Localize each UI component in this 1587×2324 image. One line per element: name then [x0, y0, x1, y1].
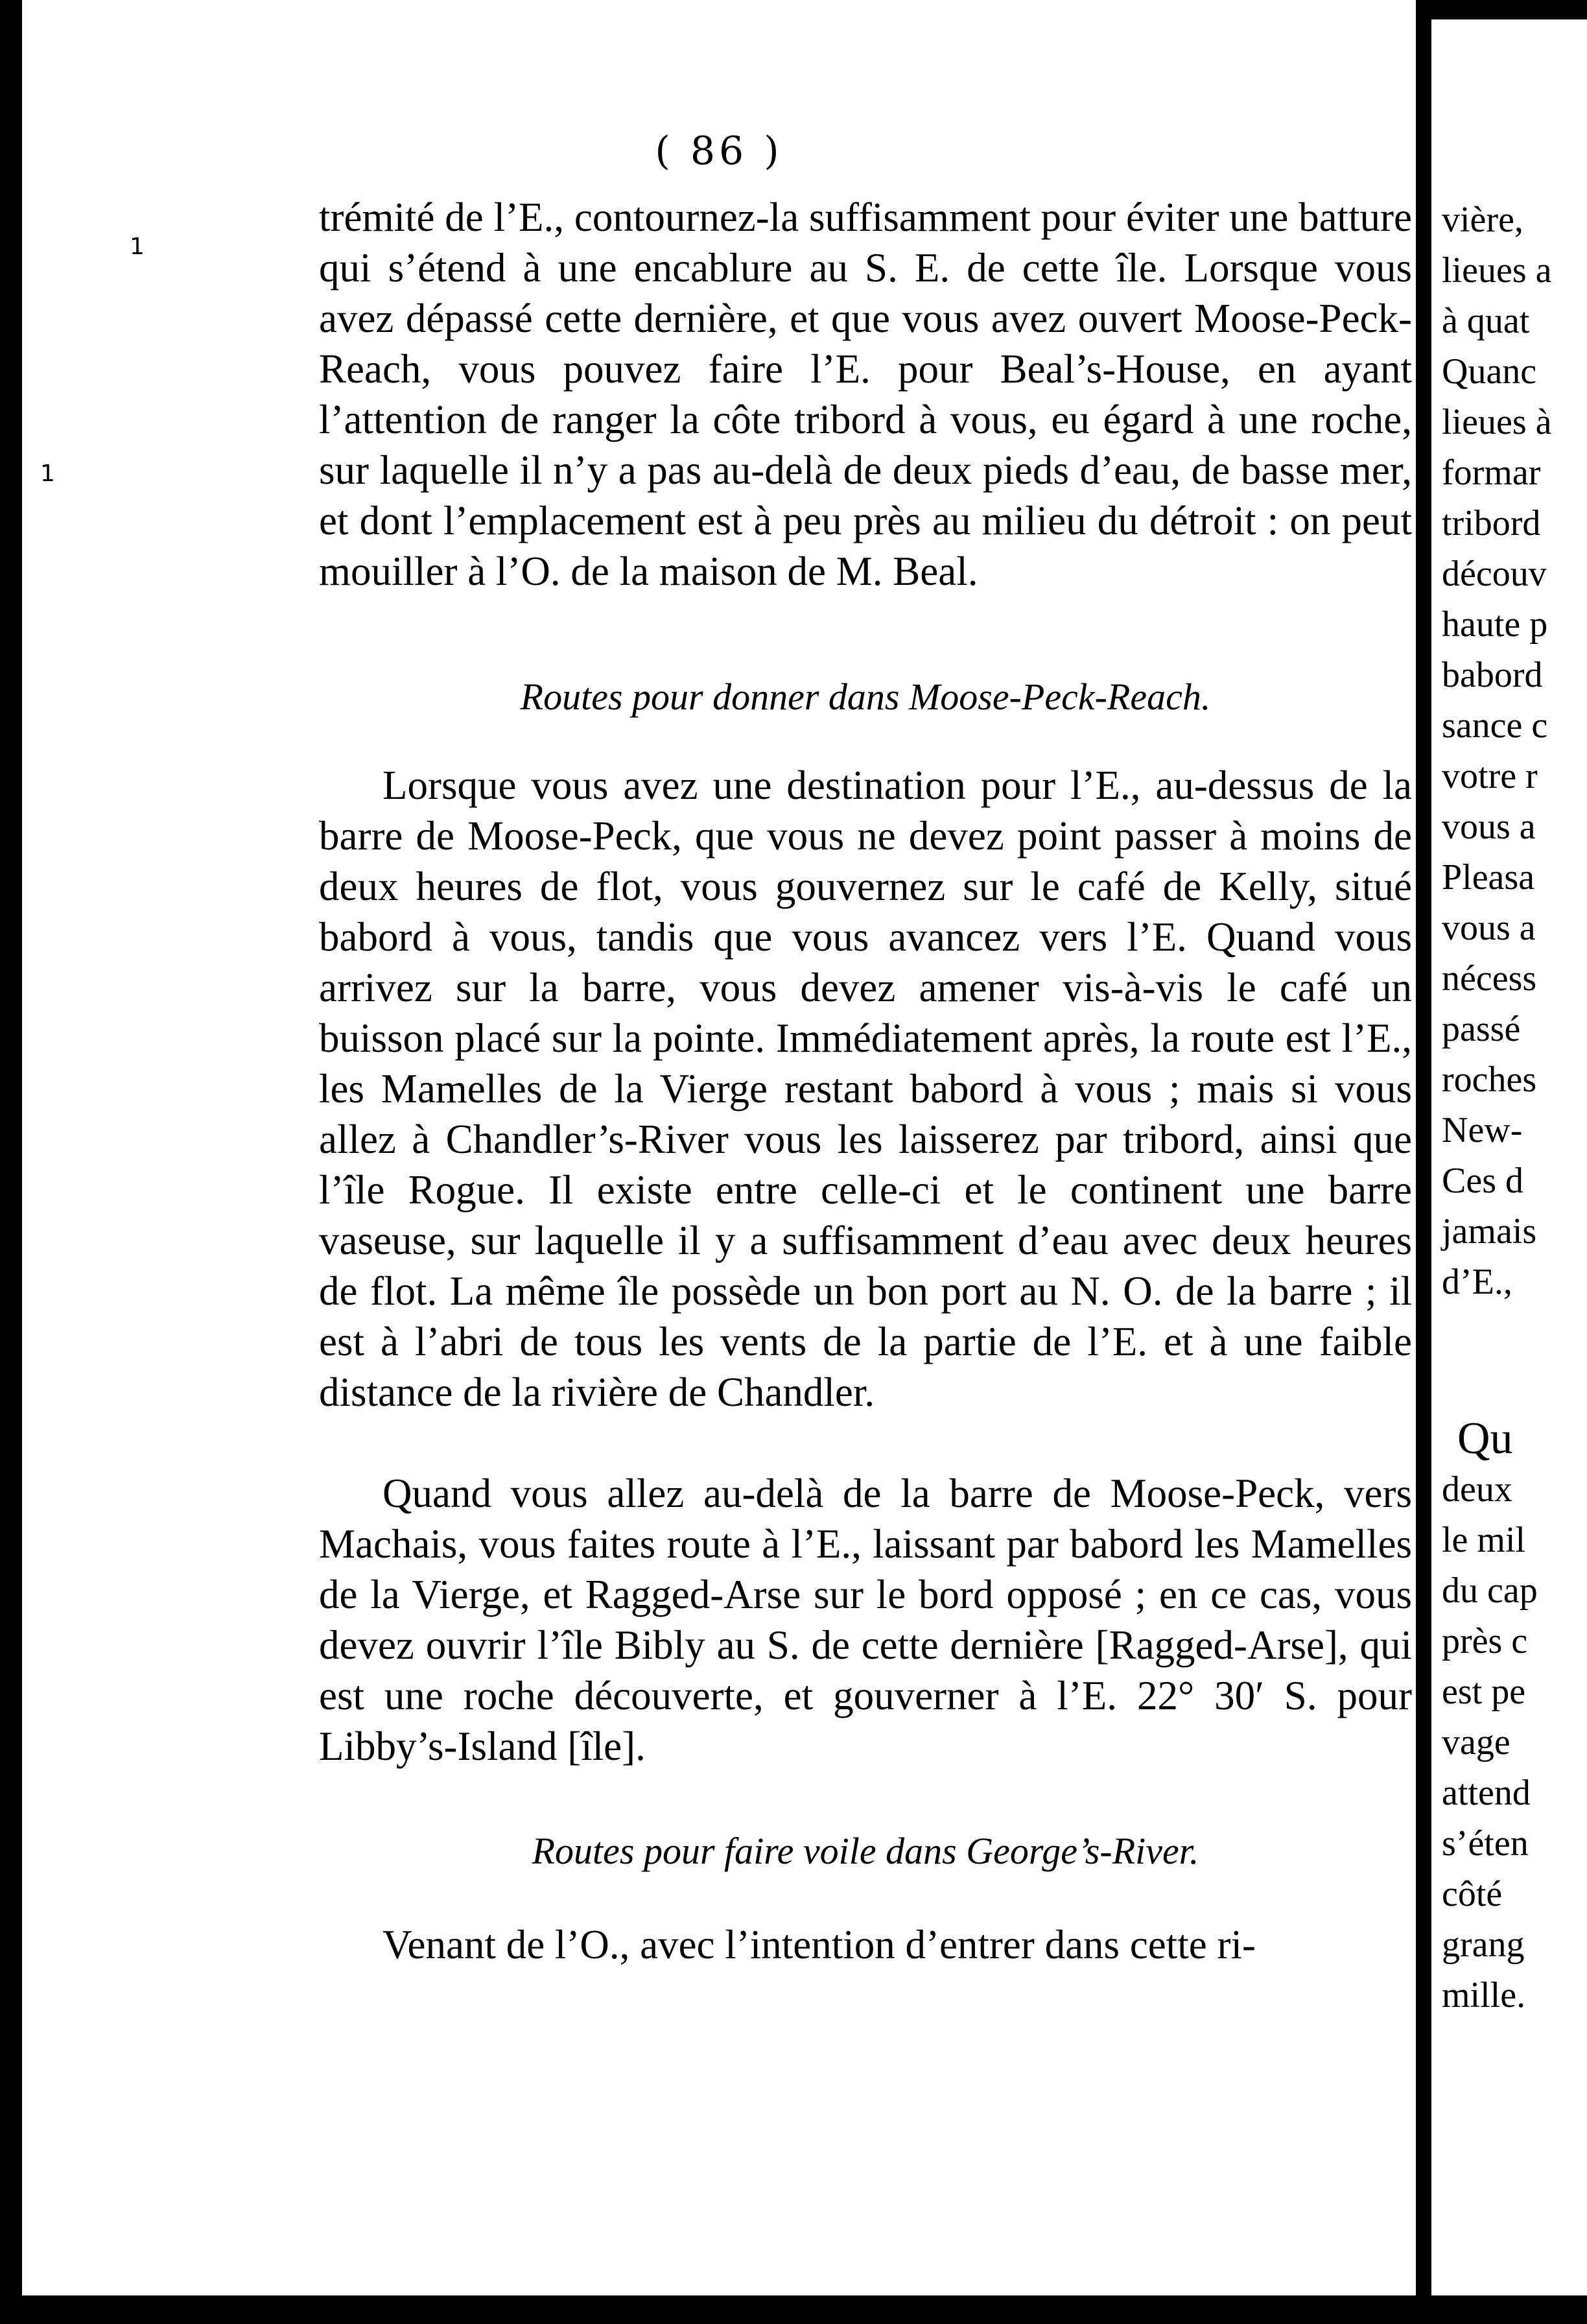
- facing-line: vage: [1442, 1722, 1511, 1762]
- facing-line: d’E.,: [1442, 1262, 1512, 1302]
- facing-line: New-: [1442, 1110, 1523, 1150]
- facing-line: vière,: [1442, 200, 1523, 240]
- facing-line: découv: [1442, 554, 1547, 594]
- scan-border-left: [0, 0, 22, 2324]
- facing-line: passé: [1442, 1009, 1521, 1049]
- facing-line: vous a: [1442, 908, 1536, 948]
- facing-page-upper-text: [1431, 195, 1551, 1307]
- facing-page-edge: [1431, 19, 1587, 2295]
- facing-line: sance c: [1442, 706, 1548, 746]
- facing-line: est pe: [1442, 1672, 1526, 1712]
- facing-line: du cap: [1442, 1571, 1538, 1611]
- margin-mark: 1: [40, 460, 55, 487]
- facing-line: haute p: [1442, 604, 1548, 645]
- book-page: [22, 0, 1416, 2295]
- paragraph-machais-route: Quand vous allez au-delà de la barre de Moose-Peck, vers Machais, vous faites route à l’E., laissant par babord les Mamelles de la Vierge, et Ragged-Arse sur le bord opposé ; en ce cas, vous devez ouvrir l’île Bibly au S. de cette dernière [Ragged-Arse], qui est une roche découverte, et gouverner à l’E. 22° 30′ S. pour Libby’s-Island [île].: [319, 1471, 1412, 1769]
- facing-line: vous a: [1442, 807, 1536, 847]
- section-heading-moose-peck-reach: Routes pour donner dans Moose-Peck-Reach.: [520, 676, 1211, 718]
- facing-line: près c: [1442, 1621, 1528, 1661]
- facing-line: mille.: [1442, 1975, 1526, 2015]
- scan-border-bottom: [0, 2295, 1587, 2324]
- section-heading-georges-river: Routes pour faire voile dans George’s-River.: [532, 1830, 1199, 1872]
- facing-line: lieues a: [1442, 250, 1552, 290]
- facing-line: Qu: [1457, 1414, 1513, 1464]
- facing-line: s’éten: [1442, 1823, 1529, 1864]
- page-gutter: [1416, 0, 1431, 2295]
- margin-mark: 1: [130, 233, 145, 260]
- facing-line: babord: [1442, 655, 1543, 695]
- facing-line: Pleasa: [1442, 857, 1535, 897]
- facing-line: formar: [1442, 453, 1541, 493]
- paragraph-georges-river-start: Venant de l’O., avec l’intention d’entrer dans cette ri-: [382, 1922, 1256, 1967]
- facing-line: jamais: [1442, 1211, 1537, 1251]
- facing-line: deux: [1442, 1469, 1512, 1510]
- facing-line: Quanc: [1442, 351, 1537, 392]
- facing-line: roches: [1442, 1060, 1537, 1100]
- paragraph-moose-peck-bar: Lorsque vous avez une destination pour l’E., au-dessus de la barre de Moose-Peck, que vous ne devez point passer à moins de deux heures de flot, vous gouvernez sur le café de Kelly, situé babord à vous, tandis que vous avancez vers l’E. Quand vous arrivez sur la barre, vous devez amener vis-à-vis le café un buisson placé sur la pointe. Immédiatement après, la route est l’E., les Mamelles de la Vierge restant babord à vous ; mais si vous allez à Chandler’s-River vous les laisserez par tribord, ainsi que l’île Rogue. Il existe entre celle-ci et le continent une barre vaseuse, sur laquelle il y a suffisamment d’eau avec deux heures de flot. La même île possède un bon port au N. O. de la barre ; il est à l’abri de tous les vents de la partie de l’E. et à une faible distance de la rivière de Chandler.: [319, 763, 1412, 1415]
- facing-line: lieues à: [1442, 402, 1552, 442]
- facing-line: votre r: [1442, 756, 1538, 796]
- facing-line: nécess: [1442, 958, 1537, 999]
- facing-line: le mil: [1442, 1520, 1526, 1560]
- facing-line: Ces d: [1442, 1161, 1523, 1201]
- facing-line: côté: [1442, 1874, 1503, 1914]
- page-number: ( 86 ): [655, 128, 783, 174]
- paragraph-continuation: trémité de l’E., contournez-la suffisamment pour éviter une batture qui s’étend à une encablure au S. E. de cette île. Lorsque vous avez dépassé cette dernière, et que vous avez ouvert Moose-Peck-Reach, vous pouvez faire l’E. pour Beal’s-House, en ayant l’attention de ranger la côte tribord à vous, eu égard à une roche, sur laquelle il n’y a pas au-delà de deux pieds d’eau, de basse mer, et dont l’emplacement est à peu près au milieu du détroit : on peut mouiller à l’O. de la maison de M. Beal.: [319, 195, 1412, 594]
- facing-page-lower-text: [1431, 1414, 1538, 2021]
- facing-line: attend: [1442, 1773, 1531, 1813]
- facing-line: à quat: [1442, 301, 1530, 341]
- facing-line: grang: [1442, 1925, 1525, 1965]
- facing-line: tribord: [1442, 503, 1541, 543]
